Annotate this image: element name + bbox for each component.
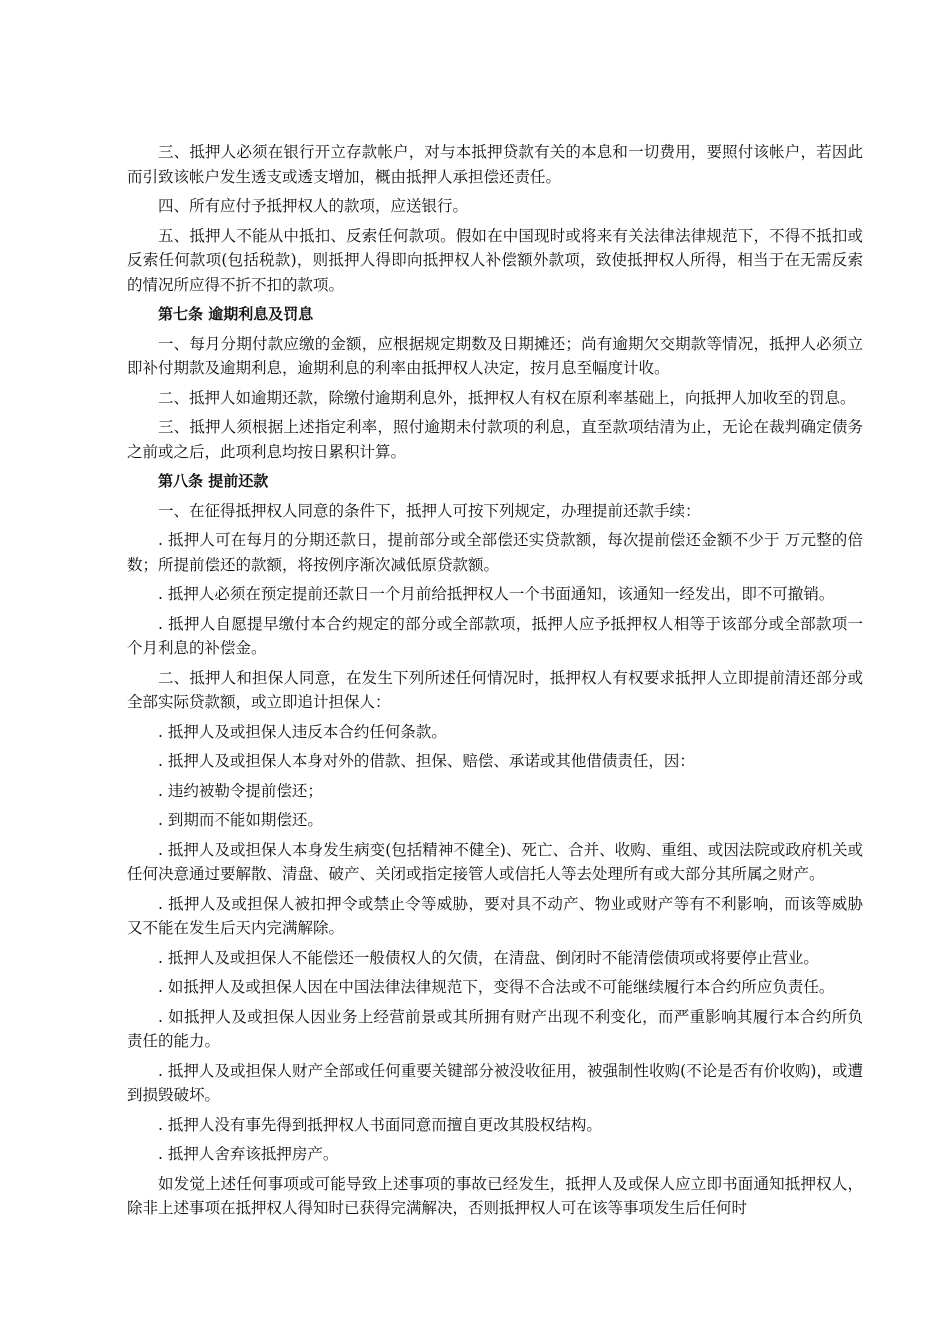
paragraph: . 抵押人及或担保人本身发生病变(包括精神不健全)、死亡、合并、收购、重组、或因法院或政府机关或任何决意通过要解散、清盘、破产、关闭或指定接管人或信托人等去处理所有或大部分其所属之财产。 [127,840,863,883]
paragraph: 二、抵押人如逾期还款，除缴付逾期利息外，抵押权人有权在原利率基础上，向抵押人加收至的罚息。 [158,388,856,407]
section-heading: 第七条 逾期利息及罚息 [158,305,314,323]
paragraph: 一、在征得抵押权人同意的条件下，抵押人可按下列规定，办理提前还款手续： [158,501,701,520]
paragraph: . 抵押人舍弃该抵押房产。 [158,1145,339,1163]
paragraph: . 如抵押人及或担保人因业务上经营前景或其所拥有财产出现不利变化，而严重影响其履行本合约所负责任的能力。 [127,1007,863,1050]
paragraph: . 抵押人及或担保人违反本合约任何条款。 [158,722,447,741]
paragraph: . 抵押人自愿提早缴付本合约规定的部分或全部款项，抵押人应予抵押权人相等于该部分或全部款项一个月利息的补偿金。 [127,614,863,657]
paragraph: . 抵押人及或担保人被扣押令或禁止令等威胁，要对具不动产、物业或财产等有不利影响，而该等威胁又不能在发生后天内完满解除。 [127,894,863,937]
document-page [127,140,863,1226]
paragraph: 四、所有应付予抵押权人的款项，应送银行。 [158,197,469,215]
paragraph: 三、抵押人必须在银行开立存款帐户，对与本抵押贷款有关的本息和一切费用，要照付该帐户，若因此而引致该帐户发生透支或透支增加，概由抵押人承担偿还责任。 [127,143,863,186]
paragraph: 五、抵押人不能从中抵扣、反索任何款项。假如在中国现时或将来有关法律法律规范下，不得不抵扣或反索任何款项(包括税款)，则抵押人得即向抵押权人补偿额外款项，致使抵押权人所得，相当于在无需反索的情况所应得不折不扣的款项。 [127,226,863,294]
paragraph: . 抵押人及或担保人本身对外的借款、担保、赔偿、承诺或其他借债责任，因： [158,752,695,770]
paragraph: 如发觉上述任何事项或可能导致上述事项的事故已经发生，抵押人及或保人应立即书面通知抵押权人，除非上述事项在抵押权人得知时已获得完满解决，否则抵押权人可在该等事项发生后任何时 [127,1174,863,1217]
paragraph: . 如抵押人及或担保人因在中国法律法律规范下，变得不合法或不可能继续履行本合约所应负责任。 [158,978,835,996]
paragraph: . 抵押人及或担保人不能偿还一般债权人的欠债，在清盘、倒闭时不能清偿债项或将要停止营业。 [158,948,819,967]
paragraph: . 违约被勒令提前偿还； [158,781,323,800]
paragraph: 二、抵押人和担保人同意，在发生下列所述任何情况时，抵押权人有权要求抵押人立即提前清还部分或全部实际贷款额，或立即追计担保人： [127,668,863,711]
paragraph: 三、抵押人须根据上述指定利率，照付逾期未付款项的利息，直至款项结清为止，无论在裁判确定债务之前或之后，此项利息均按日累积计算。 [127,418,863,461]
paragraph: . 抵押人没有事先得到抵押权人书面同意而擅自更改其股权结构。 [158,1115,602,1134]
paragraph: . 抵押人及或担保人财产全部或任何重要关键部分被没收征用，被强制性收购(不论是否有价收购)，或遭到损毁破坏。 [127,1061,863,1104]
paragraph: . 抵押人必须在预定提前还款日一个月前给抵押权人一个书面通知，该通知一经发出，即不可撤销。 [158,585,835,603]
paragraph: . 到期而不能如期偿还。 [158,811,323,829]
section-heading: 第八条 提前还款 [158,472,269,490]
paragraph: 一、每月分期付款应缴的金额，应根据规定期数及日期摊还；尚有逾期欠交期款等情况，抵押人必须立即补付期款及逾期利息，逾期利息的利率由抵押权人决定，按月息至幅度计收。 [127,334,863,377]
paragraph: . 抵押人可在每月的分期还款日，提前部分或全部偿还实贷款额，每次提前偿还金额不少于 万元整的倍数；所提前偿还的款额，将按例序渐次减低原贷款额。 [127,531,863,574]
